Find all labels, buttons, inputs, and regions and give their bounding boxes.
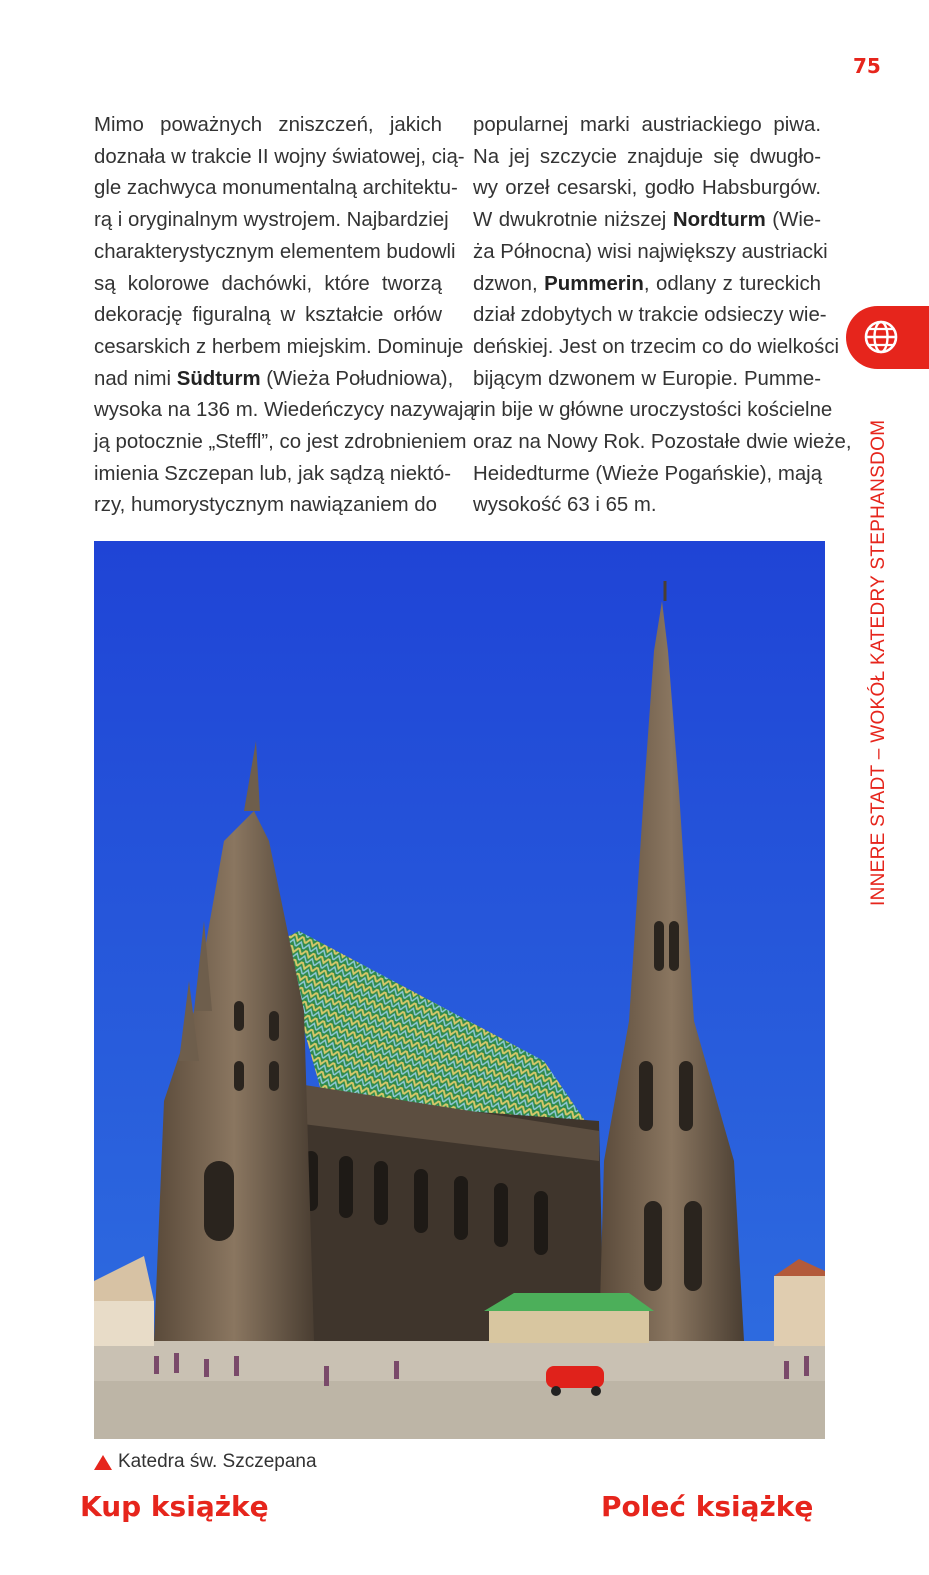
text-line [473,395,833,427]
text-line [473,205,821,237]
bold-term: Pummerin [544,272,644,295]
text-line [94,332,464,364]
text-line [473,237,828,269]
text-line [473,332,840,364]
text-line [473,364,821,396]
text-run: dzwon, [473,272,545,295]
text-run: Na jej szczycie znajduje się dwugło- [473,145,821,168]
buy-book-link[interactable]: Kup książkę [80,1490,269,1523]
text-run: popularnej marki austriackiego piwa. [473,114,821,136]
text-line [94,395,475,427]
text-run: są kolorowe dachówki, które tworzą [94,272,442,295]
text-run: rą i oryginalnym wystrojem. Najbardziej [94,209,449,232]
page-number: 75 [853,54,881,78]
text-line [94,142,465,174]
caption-text: Katedra św. Szczepana [118,1451,317,1472]
text-run: charakterystycznym elementem budowli [94,240,456,263]
text-line [94,269,442,301]
bold-term: Nordturm [672,209,766,232]
text-line [473,300,827,332]
text-line [94,459,452,491]
text-run: deńskiej. Jest on trzecim co do wielkości [473,335,840,358]
text-run: , odlany z tureckich [643,272,821,295]
text-line [94,205,449,237]
text-line [94,490,442,522]
text-line [94,110,442,142]
text-line [473,427,852,459]
text-run: Mimo poważnych zniszczeń, jakich [94,114,442,136]
text-run: cesarskich z herbem miejskim. Dominuje [94,335,464,358]
text-run: Heidedturme (Wieże Pogańskie), mają [473,462,823,485]
text-line [94,300,442,332]
text-column-left [94,110,475,522]
text-line [473,269,821,301]
text-run: gle zachwyca monumentalną architektu- [94,177,458,200]
text-run: dekorację figuralną w kształcie orłów [94,304,442,327]
text-run: ją potocznie „Steffl”, co jest zdrobnieniem [94,431,467,454]
text-run: ża Północna) wisi największy austriacki [473,240,828,263]
text-line [473,459,821,491]
text-line [473,490,821,522]
text-run: dział zdobytych w trakcie odsieczy wie- [473,304,827,327]
text-line [94,237,456,269]
text-run: wysokość 63 i 65 m. [473,494,657,517]
photo-caption [94,1451,317,1473]
section-label: INNERE STADT – WOKÓŁ KATEDRY STEPHANSDOM [868,419,889,906]
text-run: wy orzeł cesarski, godło Habsburgów. [473,177,821,200]
text-run: (Wie- [765,209,821,232]
text-line [94,173,458,205]
bold-term: Südturm [176,367,261,390]
text-column-right [473,110,852,522]
text-line [94,364,454,396]
text-run: (Wieża Południowa), [260,367,454,390]
text-line [473,173,821,205]
recommend-book-link[interactable]: Poleć książkę [601,1490,814,1523]
text-run: oraz na Nowy Rok. Pozostałe dwie wieże, [473,431,852,454]
text-run: imienia Szczepan lub, jak sądzą niektó- [94,462,452,485]
globe-icon [863,319,899,355]
text-run: doznała w trakcie II wojny światowej, cią- [94,145,465,168]
text-line [94,427,467,459]
text-run: rin bije w główne uroczystości kościelne [473,399,833,422]
text-run: wysoka na 136 m. Wiedeńczycy nazywają [94,399,475,422]
text-run: rzy, humorystycznym nawiązaniem do [94,494,437,517]
text-run: W dwukrotnie niższej [473,209,673,232]
text-line [473,142,821,174]
side-tab[interactable] [846,306,929,369]
triangle-icon [94,1455,112,1470]
text-run: nad nimi [94,367,177,390]
text-run: bijącym dzwonem w Europie. Pumme- [473,367,821,390]
text-line [473,110,821,142]
cathedral-photo [94,541,825,1439]
